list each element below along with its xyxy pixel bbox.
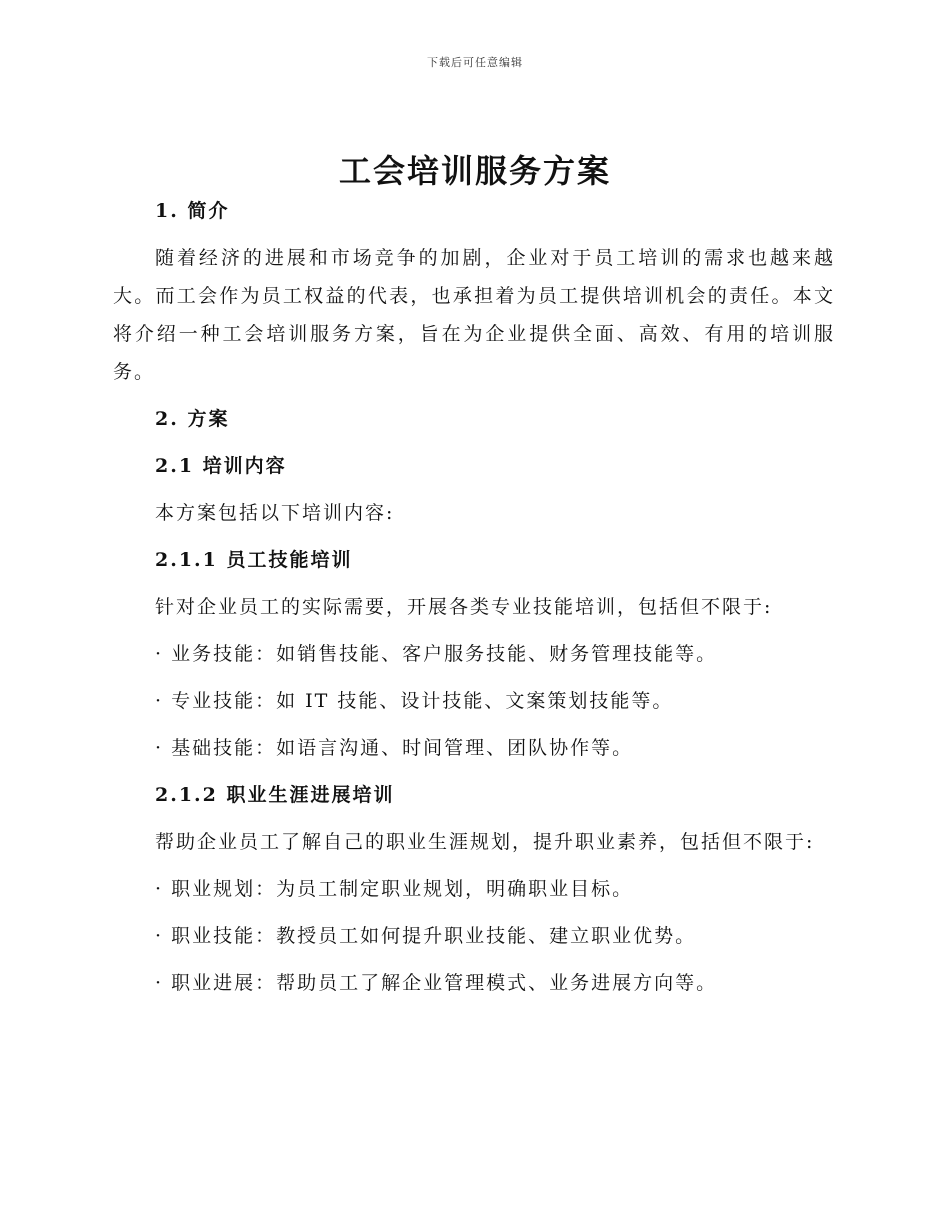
section-2-1-2-paragraph: 帮助企业员工了解自己的职业生涯规划，提升职业素养，包括但不限于: (155, 831, 815, 853)
section-2-1-2-heading: 2.1.2 职业生涯进展培训 (155, 784, 395, 806)
list-item: · 业务技能：如销售技能、客户服务技能、财务管理技能等。 (155, 643, 718, 665)
section-2-1-paragraph: 本方案包括以下培训内容: (155, 502, 395, 524)
section-2-1-1-paragraph: 针对企业员工的实际需要，开展各类专业技能培训，包括但不限于: (155, 596, 773, 618)
section-1-paragraph: 随着经济的进展和市场竞争的加剧，企业对于员工培训的需求也越来越大。而工会作为员工权益的代表，也承担着为员工提供培训机会的责任。本文将介绍一种工会培训服务方案，旨在为企业提供全面、高效、有用的培训服务。 (113, 247, 835, 383)
list-item: · 职业进展：帮助员工了解企业管理模式、业务进展方向等。 (155, 972, 718, 994)
section-2-1-heading: 2.1 培训内容 (155, 455, 287, 477)
document-title: 工会培训服务方案 (338, 152, 611, 190)
section-2-1-1-heading: 2.1.1 员工技能培训 (155, 549, 353, 571)
list-item: · 职业规划：为员工制定职业规划，明确职业目标。 (155, 878, 634, 900)
document-body (113, 192, 835, 1002)
section-1-heading: 1. 简介 (155, 200, 230, 222)
list-item: · 基础技能：如语言沟通、时间管理、团队协作等。 (155, 737, 634, 759)
section-2-heading: 2. 方案 (155, 408, 230, 430)
list-item: · 职业技能：教授员工如何提升职业技能、建立职业优势。 (155, 925, 697, 947)
list-item: · 专业技能：如 IT 技能、设计技能、文案策划技能等。 (155, 690, 674, 712)
page-header-note: 下载后可任意编辑 (427, 56, 523, 69)
